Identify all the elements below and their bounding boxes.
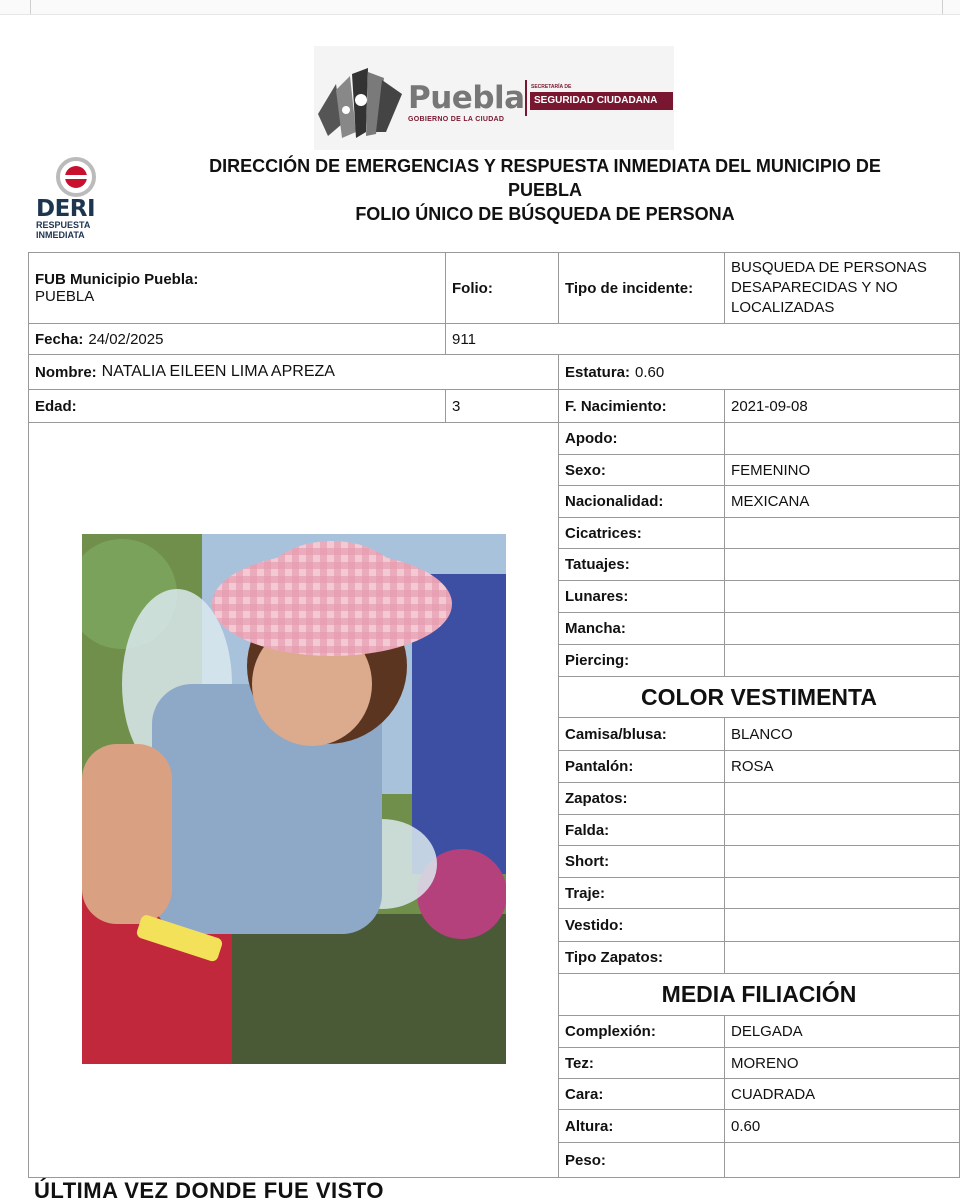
edad-label: Edad:	[28, 389, 446, 423]
fub-label: FUB Municipio Puebla:	[35, 271, 199, 288]
datos-row-value	[724, 517, 960, 549]
deri-subtitle-line1: RESPUESTA	[36, 220, 91, 230]
estatura-value: 0.60	[635, 363, 665, 381]
nombre-value: NATALIA EILEEN LIMA APREZA	[101, 363, 335, 380]
filiacion-row-value: CUADRADA	[724, 1078, 960, 1110]
media-filiacion-heading: MEDIA FILIACIÓN	[558, 973, 960, 1016]
filiacion-row-label: Tez:	[558, 1047, 725, 1079]
puebla-logo-word: Puebla	[408, 80, 525, 116]
header-line2: PUEBLA	[507, 180, 582, 200]
vestimenta-row-label: Short:	[558, 845, 725, 878]
vestimenta-row-label: Falda:	[558, 814, 725, 846]
nombre-cell	[28, 354, 559, 390]
fecha-label: Fecha:	[35, 330, 84, 348]
datos-row-label: Nacionalidad:	[558, 485, 725, 518]
filiacion-row-value: DELGADA	[724, 1015, 960, 1048]
deri-logo-word: DERI	[36, 196, 96, 222]
vestimenta-row-label: Traje:	[558, 877, 725, 909]
nacimiento-label: F. Nacimiento:	[558, 389, 725, 423]
datos-row-label: Sexo:	[558, 454, 725, 486]
document-header	[160, 154, 930, 226]
estatura-cell	[558, 354, 960, 390]
puebla-logo-subtitle: GOBIERNO DE LA CIUDAD	[408, 116, 505, 123]
header-line1: DIRECCIÓN DE EMERGENCIAS Y RESPUESTA INMEDIATA DEL MUNICIPIO DE	[209, 156, 881, 176]
secretaria-text: SECRETARÍA DE	[531, 84, 572, 90]
color-vestimenta-heading: COLOR VESTIMENTA	[558, 676, 960, 718]
datos-row-value: MEXICANA	[724, 485, 960, 518]
datos-row-value	[724, 422, 960, 455]
nombre-label: Nombre:	[35, 363, 97, 381]
vestimenta-row-label: Zapatos:	[558, 782, 725, 815]
deri-emblem-icon	[46, 156, 106, 198]
datos-row-label: Lunares:	[558, 580, 725, 613]
filiacion-row-label: Cara:	[558, 1078, 725, 1110]
vestimenta-row-value	[724, 782, 960, 815]
puebla-emblem-icon	[316, 62, 411, 142]
datos-row-value	[724, 644, 960, 677]
vestimenta-row-value	[724, 814, 960, 846]
datos-row-label: Tatuajes:	[558, 548, 725, 581]
datos-row-value	[724, 580, 960, 613]
fub-cell	[28, 252, 446, 324]
vestimenta-row-value	[724, 845, 960, 878]
filiacion-row-value	[724, 1142, 960, 1178]
datos-row-value	[724, 548, 960, 581]
vestimenta-row-label: Vestido:	[558, 908, 725, 942]
datos-row-value	[724, 612, 960, 645]
vestimenta-row-value	[724, 941, 960, 974]
filiacion-row-label: Complexión:	[558, 1015, 725, 1048]
filiacion-row-label: Peso:	[558, 1142, 725, 1178]
filiacion-row-value: MORENO	[724, 1047, 960, 1079]
fecha-value: 24/02/2025	[88, 330, 164, 348]
datos-row-label: Apodo:	[558, 422, 725, 455]
filiacion-row-value: 0.60	[724, 1109, 960, 1143]
estatura-label: Estatura:	[565, 363, 631, 381]
datos-row-label: Piercing:	[558, 644, 725, 677]
deri-subtitle-line2: INMEDIATA	[36, 230, 85, 240]
header-line3: FOLIO ÚNICO DE BÚSQUEDA DE PERSONA	[355, 204, 735, 224]
edad-value: 3	[445, 389, 559, 423]
vestimenta-row-value	[724, 908, 960, 942]
tipo-incidente-value: BUSQUEDA DE PERSONAS DESAPARECIDAS Y NO LOCALIZADAS	[724, 252, 960, 324]
vestimenta-row-label: Tipo Zapatos:	[558, 941, 725, 974]
top-strip	[0, 0, 960, 15]
nacimiento-value: 2021-09-08	[724, 389, 960, 423]
fub-value: PUEBLA	[35, 288, 95, 305]
missing-person-photo	[82, 534, 506, 1064]
ultima-vez-heading: ÚLTIMA VEZ DONDE FUE VISTO	[34, 1178, 384, 1203]
photo-image	[82, 534, 506, 1064]
vestimenta-row-value	[724, 877, 960, 909]
vestimenta-row-label: Camisa/blusa:	[558, 717, 725, 751]
deri-logo	[34, 156, 120, 244]
fecha-cell	[28, 323, 446, 355]
tipo-incidente-label: Tipo de incidente:	[558, 252, 725, 324]
datos-row-label: Cicatrices:	[558, 517, 725, 549]
folio-value: 911	[445, 323, 960, 355]
vestimenta-row-value: ROSA	[724, 750, 960, 783]
seguridad-text: SEGURIDAD CIUDADANA	[530, 92, 673, 110]
vestimenta-row-value: BLANCO	[724, 717, 960, 751]
vestimenta-row-label: Pantalón:	[558, 750, 725, 783]
deri-logo-subtitle	[36, 220, 90, 240]
datos-row-value: FEMENINO	[724, 454, 960, 486]
filiacion-row-label: Altura:	[558, 1109, 725, 1143]
datos-row-label: Mancha:	[558, 612, 725, 645]
seguridad-ciudadana-logo	[525, 80, 674, 116]
folio-label: Folio:	[445, 252, 559, 324]
